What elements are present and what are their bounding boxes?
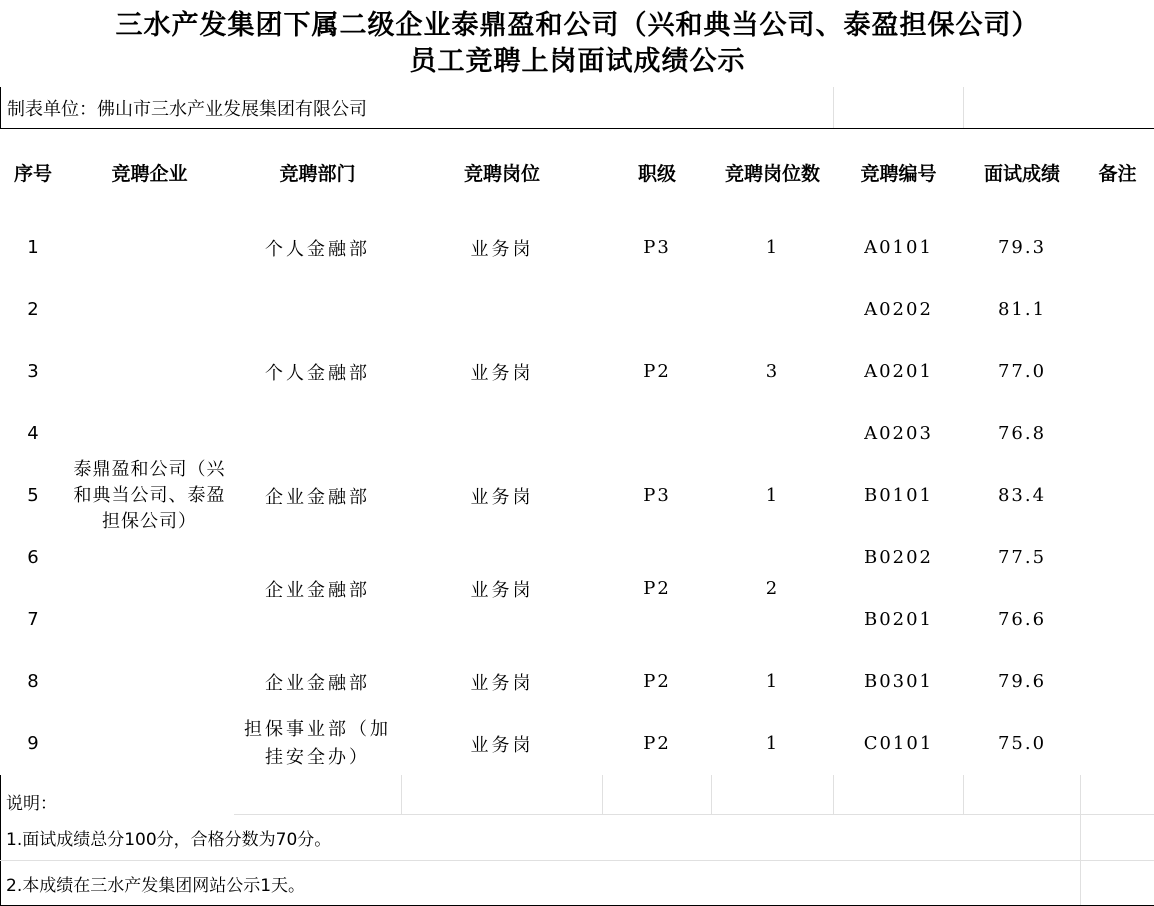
empty-cell (834, 87, 964, 129)
notes-label: 说明： (1, 775, 234, 815)
cell-dept: 担保事业部（加挂安全办） (244, 718, 391, 768)
cell-no: 2 (27, 299, 39, 320)
cell-post: 业务岗 (470, 579, 534, 601)
cell-post: 业务岗 (470, 672, 534, 694)
cell-code: B0201 (863, 609, 934, 630)
cell-no: 4 (27, 423, 39, 444)
cell-post: 业务岗 (470, 486, 534, 508)
cell-score: 83.4 (997, 485, 1047, 506)
empty-cell (964, 775, 1081, 815)
cell-post: 业务岗 (470, 734, 534, 756)
cell-remark (1081, 589, 1154, 651)
note-line-2: 2.本成绩在三水产发集团网站公示1天。 (1, 861, 1081, 906)
empty-cell (964, 87, 1154, 129)
empty-cell (1081, 861, 1154, 906)
cell-remark (1081, 527, 1154, 589)
title-line-2: 员工竞聘上岗面试成绩公示 (409, 45, 746, 77)
cell-grade: P2 (643, 671, 671, 692)
cell-code: B0202 (863, 547, 934, 568)
cell-score: 77.0 (997, 361, 1047, 382)
cell-grade: P2 (643, 733, 671, 754)
cell-count: 1 (765, 237, 780, 258)
header-dept: 竞聘部门 (279, 163, 356, 185)
cell-grade: P2 (643, 361, 671, 382)
cell-score: 76.8 (997, 423, 1047, 444)
header-company: 竞聘企业 (111, 163, 188, 185)
cell-score: 81.1 (997, 299, 1047, 320)
cell-remark (1081, 217, 1154, 279)
cell-dept: 企业金融部 (265, 486, 370, 508)
cell-code: A0101 (864, 237, 933, 258)
header-count: 竞聘岗位数 (724, 163, 820, 185)
header-score: 面试成绩 (983, 163, 1060, 185)
cell-score: 79.3 (997, 237, 1047, 258)
cell-remark (1081, 341, 1154, 403)
cell-grade: P3 (643, 237, 671, 258)
title-line-1: 三水产发集团下属二级企业泰鼎盈和公司（兴和典当公司、泰盈担保公司） (115, 9, 1040, 41)
cell-code: A0202 (864, 299, 933, 320)
cell-no: 8 (27, 671, 39, 692)
empty-cell (1081, 775, 1154, 815)
cell-remark (1081, 713, 1154, 775)
empty-cell (1081, 815, 1154, 861)
cell-remark (1081, 651, 1154, 713)
cell-remark (1081, 279, 1154, 341)
cell-count: 1 (765, 671, 780, 692)
cell-company: 泰鼎盈和公司（兴和典当公司、泰盈担保公司） (73, 458, 226, 532)
header-remark: 备注 (1098, 163, 1137, 185)
cell-grade: P3 (643, 485, 671, 506)
cell-post: 业务岗 (470, 362, 534, 384)
table-row (1, 217, 1154, 279)
cell-remark (1081, 465, 1154, 527)
cell-no: 6 (27, 547, 39, 568)
cell-score: 75.0 (997, 733, 1047, 754)
empty-cell (712, 775, 834, 815)
cell-score: 79.6 (997, 671, 1047, 692)
cell-no: 1 (27, 237, 39, 258)
header-grade: 职级 (637, 163, 676, 185)
cell-code: B0301 (863, 671, 934, 692)
cell-code: C0101 (863, 733, 934, 754)
cell-code: A0201 (864, 361, 933, 382)
cell-no: 9 (27, 733, 39, 754)
cell-dept: 个人金融部 (265, 362, 370, 384)
cell-dept: 个人金融部 (265, 238, 370, 260)
header-no: 序号 (13, 163, 52, 185)
cell-dept: 企业金融部 (265, 672, 370, 694)
empty-cell (234, 775, 402, 815)
empty-cell (603, 775, 712, 815)
cell-score: 76.6 (997, 609, 1047, 630)
cell-dept: 企业金融部 (265, 579, 370, 601)
cell-code: B0101 (863, 485, 934, 506)
cell-count: 3 (765, 361, 780, 382)
cell-score: 77.5 (997, 547, 1047, 568)
header-code: 竞聘编号 (860, 163, 937, 185)
cell-no: 7 (27, 609, 39, 630)
note-line-1: 1.面试成绩总分100分，合格分数为70分。 (1, 815, 1081, 861)
cell-post: 业务岗 (470, 238, 534, 260)
page-title (1, 1, 1154, 87)
cell-grade: P2 (643, 578, 671, 599)
cell-count: 2 (765, 578, 780, 599)
empty-cell (834, 775, 964, 815)
issuing-unit: 制表单位：佛山市三水产业发展集团有限公司 (1, 87, 834, 129)
cell-count: 1 (765, 733, 780, 754)
cell-remark (1081, 403, 1154, 465)
cell-count: 1 (765, 485, 780, 506)
header-post: 竞聘岗位 (463, 163, 540, 185)
cell-no: 5 (27, 485, 39, 506)
cell-no: 3 (27, 361, 39, 382)
empty-cell (402, 775, 603, 815)
cell-code: A0203 (864, 423, 933, 444)
